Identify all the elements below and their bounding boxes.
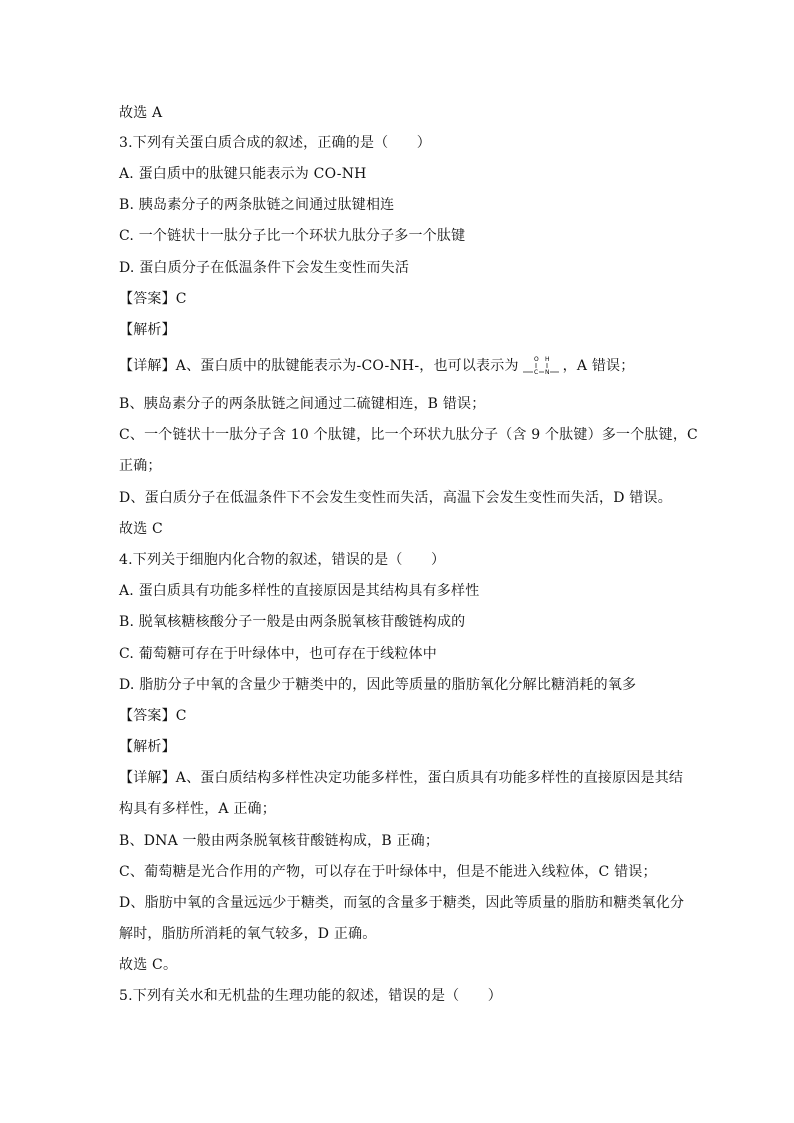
q4-option-c: C. 葡萄糖可存在于叶绿体中，也可存在于线粒体中	[119, 646, 437, 662]
q4-detail-d-cont: 解时，脂肪所消耗的氧气较多，D 正确。	[119, 926, 377, 942]
question-3: 3.下列有关蛋白质合成的叙述，正确的是（ ）	[119, 135, 431, 151]
q4-analysis-label: 【解析】	[119, 739, 176, 755]
formula-o: O	[533, 356, 539, 363]
detail-b: B、胰岛素分子的两条肽链之间通过二硫键相连，B 错误；	[119, 396, 486, 412]
detail-a-conclusion: ，A 错误；	[562, 358, 635, 374]
detail-a-text: 【详解】A、蛋白质中的肽键能表示为-CO-NH-，也可以表示为	[119, 358, 519, 374]
option-b: B. 胰岛素分子的两条肽链之间通过肽键相连	[119, 197, 395, 213]
detail-c-cont: 正确；	[119, 458, 162, 474]
detail-c: C、一个链状十一肽分子含 10 个肽键，比一个环状九肽分子（含 9 个肽键）多一个肽键，C	[119, 427, 698, 443]
formula-h: H	[544, 356, 550, 363]
text-line: 故选 A	[119, 105, 163, 121]
choose-c: 故选 C	[119, 521, 163, 537]
q4-detail-a-cont: 构具有多样性，A 正确；	[119, 801, 276, 817]
detail-d: D、蛋白质分子在低温条件下不会发生变性而失活，高温下会发生变性而失活，D 错误。	[119, 490, 672, 506]
q4-detail-c: C、葡萄糖是光合作用的产物，可以存在于叶绿体中，但是不能进入线粒体，C 错误；	[119, 864, 657, 880]
q4-choose-c: 故选 C。	[119, 957, 178, 973]
formula-n: N	[544, 369, 550, 376]
q4-option-a: A. 蛋白质具有功能多样性的直接原因是其结构具有多样性	[119, 583, 480, 599]
analysis-label: 【解析】	[119, 322, 176, 338]
q4-answer-label: 【答案】C	[119, 708, 187, 724]
q4-detail-a: 【详解】A、蛋白质结构多样性决定功能多样性，蛋白质具有功能多样性的直接原因是其结	[119, 770, 684, 786]
question-5: 5.下列有关水和无机盐的生理功能的叙述，错误的是（ ）	[119, 988, 502, 1004]
peptide-bond-formula	[521, 355, 561, 377]
formula-c: C	[533, 369, 539, 376]
q4-detail-b: B、DNA 一般由两条脱氧核苷酸链构成，B 正确；	[119, 833, 440, 849]
question-4: 4.下列关于细胞内化合物的叙述，错误的是（ ）	[119, 552, 446, 568]
q4-option-d: D. 脂肪分子中氧的含量少于糖类中的，因此等质量的脂肪氧化分解比糖消耗的氧多	[119, 677, 637, 693]
q4-option-b: B. 脱氧核糖核酸分子一般是由两条脱氧核苷酸链构成的	[119, 614, 466, 630]
option-a: A. 蛋白质中的肽键只能表示为 CO-NH	[119, 166, 367, 182]
detail-a-line	[119, 355, 634, 377]
answer-label: 【答案】C	[119, 291, 187, 307]
option-c: C. 一个链状十一肽分子比一个环状九肽分子多一个肽键	[119, 228, 466, 244]
q4-detail-d: D、脂肪中氧的含量远远少于糖类，而氢的含量多于糖类，因此等质量的脂肪和糖类氧化分	[119, 895, 685, 911]
option-d: D. 蛋白质分子在低温条件下会发生变性而失活	[119, 260, 410, 276]
